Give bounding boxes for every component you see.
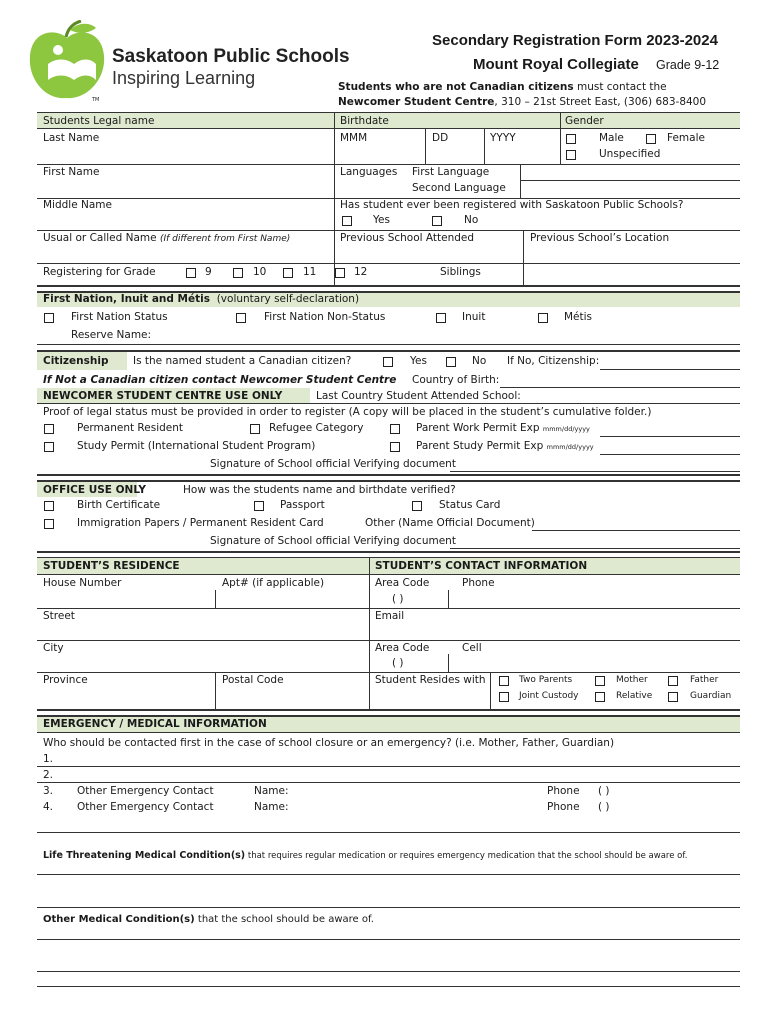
- nsc-only-label: NEWCOMER STUDENT CENTRE USE ONLY: [43, 390, 283, 402]
- citizen-yes-label: Yes: [410, 355, 427, 367]
- status-card-label: Status Card: [439, 499, 501, 511]
- parent-work-checkbox[interactable]: [390, 424, 400, 434]
- immigration-label: Immigration Papers / Permanent Resident Card: [77, 517, 324, 529]
- yyyy-label: YYYY: [490, 132, 516, 144]
- grade-9-label: 9: [205, 266, 212, 278]
- proof-note: Proof of legal status must be provided in order to register (A copy will be placed in the student’s cumulative folder.): [43, 406, 652, 418]
- citizen-no-checkbox[interactable]: [446, 357, 456, 367]
- date-divider: [425, 128, 426, 164]
- nsc-address: Newcomer Student Centre, 310 – 21st Street East, (306) 683-8400: [338, 96, 707, 108]
- father-label: Father: [690, 675, 719, 685]
- female-checkbox[interactable]: [646, 134, 656, 144]
- apt-divider: [215, 590, 216, 608]
- last-country-label: Last Country Student Attended School:: [316, 390, 521, 402]
- parent-study-date-field[interactable]: [600, 454, 740, 455]
- form-title: Secondary Registration Form 2023-2024: [432, 32, 718, 49]
- grade-9-checkbox[interactable]: [186, 268, 196, 278]
- other-contact-4-label: Other Emergency Contact: [77, 801, 214, 813]
- joint-custody-checkbox[interactable]: [499, 692, 509, 702]
- grade-11-label: 11: [303, 266, 317, 278]
- apple-logo-icon: [26, 20, 108, 102]
- birthdate-label: Birthdate: [340, 115, 389, 127]
- registered-yes-checkbox[interactable]: [342, 216, 352, 226]
- father-checkbox[interactable]: [668, 676, 678, 686]
- other-medical-label: Other Medical Condition(s) that the school should be aware of.: [43, 914, 374, 925]
- divider: [37, 971, 740, 972]
- date-divider: [484, 128, 485, 164]
- male-label: Male: [599, 132, 624, 144]
- phone-area-field[interactable]: ( ): [392, 593, 404, 605]
- citizen-yes-checkbox[interactable]: [383, 357, 393, 367]
- contact-4-name-label: Name:: [254, 801, 289, 813]
- registered-no-label: No: [464, 214, 479, 226]
- nsc-signature-field[interactable]: [450, 471, 740, 472]
- org-tagline: Inspiring Learning: [112, 68, 256, 88]
- joint-custody-label: Joint Custody: [519, 691, 579, 701]
- divider: [37, 344, 740, 345]
- residence-heading: STUDENT’S RESIDENCE: [43, 560, 180, 572]
- contact-1-number: 1.: [43, 753, 54, 765]
- column-divider: [369, 557, 370, 709]
- contact-2-field[interactable]: [37, 782, 740, 783]
- divider: [37, 230, 740, 231]
- phone-label: Phone: [462, 577, 495, 589]
- citizenship-label: Citizenship: [43, 355, 109, 367]
- grade-10-label: 10: [253, 266, 267, 278]
- dd-label: DD: [432, 132, 449, 144]
- gender-label: Gender: [565, 115, 604, 127]
- house-number-label: House Number: [43, 577, 122, 589]
- mother-checkbox[interactable]: [595, 676, 605, 686]
- unspecified-checkbox[interactable]: [566, 150, 576, 160]
- fnim-heading: First Nation, Inuit and Métis (voluntary self-declaration): [43, 293, 360, 305]
- divider: [37, 557, 740, 558]
- first-language-label: First Language: [412, 166, 490, 178]
- first-language-field[interactable]: [520, 180, 740, 181]
- languages-label: Languages: [340, 166, 398, 178]
- section-divider: [37, 480, 740, 482]
- first-nation-status-label: First Nation Status: [71, 311, 168, 323]
- contact-4-number: 4.: [43, 801, 54, 813]
- column-divider: [560, 112, 561, 164]
- resides-divider: [490, 672, 491, 709]
- city-label: City: [43, 642, 64, 654]
- if-no-citizenship-label: If No, Citizenship:: [507, 355, 600, 367]
- other-medical-field[interactable]: [37, 939, 740, 940]
- metis-label: Métis: [564, 311, 593, 323]
- email-label: Email: [375, 610, 405, 622]
- immigration-checkbox[interactable]: [44, 519, 54, 529]
- street-label: Street: [43, 610, 75, 622]
- refugee-label: Refugee Category: [269, 422, 364, 434]
- citizenship-field[interactable]: [600, 369, 740, 370]
- divider: [37, 832, 740, 833]
- emergency-heading: EMERGENCY / MEDICAL INFORMATION: [43, 718, 267, 730]
- first-nation-status-checkbox[interactable]: [44, 313, 54, 323]
- divider: [37, 164, 740, 165]
- mmm-label: MMM: [340, 132, 368, 144]
- citizen-question: Is the named student a Canadian citizen?: [133, 355, 352, 367]
- refugee-checkbox[interactable]: [250, 424, 260, 434]
- divider: [37, 403, 740, 404]
- two-parents-checkbox[interactable]: [499, 676, 509, 686]
- legal-name-label: Students Legal name: [43, 115, 155, 127]
- trademark: TM: [92, 97, 100, 103]
- divider: [37, 986, 740, 987]
- section-divider: [37, 709, 740, 711]
- area-code-2-label: Area Code: [375, 642, 430, 654]
- section-divider: [37, 350, 740, 352]
- grade-11-checkbox[interactable]: [283, 268, 293, 278]
- section-divider: [37, 474, 740, 476]
- divider: [37, 608, 740, 609]
- nsc-signature-label: Signature of School official Verifying document: [210, 458, 456, 470]
- other-document-field[interactable]: [532, 530, 740, 531]
- contact-4-phone-field[interactable]: ( ): [598, 801, 610, 813]
- two-parents-label: Two Parents: [519, 675, 573, 685]
- verify-question: How was the students name and birthdate verified?: [183, 484, 456, 496]
- contact-1-field[interactable]: [37, 766, 740, 767]
- section-divider: [37, 551, 740, 553]
- column-divider: [523, 230, 524, 285]
- area-code-label: Area Code: [375, 577, 430, 589]
- divider: [37, 574, 740, 575]
- contact-3-phone-label: Phone: [547, 785, 580, 797]
- middle-name-label: Middle Name: [43, 199, 112, 211]
- country-birth-field[interactable]: [500, 387, 740, 388]
- postal-divider: [215, 672, 216, 709]
- divider: [37, 640, 740, 641]
- relative-checkbox[interactable]: [595, 692, 605, 702]
- first-name-label: First Name: [43, 166, 100, 178]
- contact-3-number: 3.: [43, 785, 54, 797]
- office-signature-label: Signature of School official Verifying document: [210, 535, 456, 547]
- office-heading: OFFICE USE ONLY: [43, 484, 147, 496]
- grade-12-label: 12: [354, 266, 368, 278]
- inuit-checkbox[interactable]: [436, 313, 446, 323]
- resides-with-label: Student Resides with: [375, 674, 486, 686]
- unspecified-label: Unspecified: [599, 148, 661, 160]
- cell-label: Cell: [462, 642, 482, 654]
- inuit-label: Inuit: [462, 311, 486, 323]
- section-divider: [37, 285, 740, 287]
- language-divider: [520, 164, 521, 198]
- grade-10-checkbox[interactable]: [233, 268, 243, 278]
- cell-area-field[interactable]: ( ): [392, 657, 404, 669]
- status-card-checkbox[interactable]: [412, 501, 422, 511]
- relative-label: Relative: [616, 691, 653, 701]
- mother-label: Mother: [616, 675, 648, 685]
- prev-school-label: Previous School Attended: [340, 232, 475, 244]
- metis-checkbox[interactable]: [538, 313, 548, 323]
- grade-12-checkbox[interactable]: [335, 268, 345, 278]
- life-threatening-label: Life Threatening Medical Condition(s) that requires regular medication or requires emergency medication that the school should be aware of.: [43, 850, 688, 861]
- emergency-question: Who should be contacted first in the case of school closure or an emergency? (i.e. Mother, Father, Guardian): [43, 737, 615, 749]
- last-name-label: Last Name: [43, 132, 100, 144]
- siblings-label: Siblings: [440, 266, 481, 278]
- divider: [37, 263, 740, 264]
- if-not-citizen-note: If Not a Canadian citizen contact Newcomer Student Centre: [43, 374, 397, 386]
- contact-heading: STUDENT’S CONTACT INFORMATION: [375, 560, 588, 572]
- contact-3-phone-field[interactable]: ( ): [598, 785, 610, 797]
- divider: [37, 907, 740, 908]
- male-checkbox[interactable]: [566, 134, 576, 144]
- permanent-resident-checkbox[interactable]: [44, 424, 54, 434]
- passport-label: Passport: [280, 499, 325, 511]
- reserve-name-label: Reserve Name:: [71, 329, 152, 341]
- phone-divider: [448, 590, 449, 608]
- grade-range: Grade 9-12: [656, 58, 720, 72]
- divider: [37, 672, 740, 673]
- registering-grade-label: Registering for Grade: [43, 266, 156, 278]
- registered-question: Has student ever been registered with Saskatoon Public Schools?: [340, 199, 684, 211]
- parent-study-checkbox[interactable]: [390, 442, 400, 452]
- prev-location-label: Previous School’s Location: [530, 232, 670, 244]
- apt-label: Apt# (if applicable): [222, 577, 325, 589]
- second-language-label: Second Language: [412, 182, 506, 194]
- first-nation-non-status-checkbox[interactable]: [236, 313, 246, 323]
- registered-yes-label: Yes: [373, 214, 390, 226]
- contact-2-number: 2.: [43, 769, 54, 781]
- office-signature-field[interactable]: [450, 548, 740, 549]
- org-name: Saskatoon Public Schools: [112, 46, 350, 67]
- parent-work-date-field[interactable]: [600, 436, 740, 437]
- school-name: Mount Royal Collegiate: [473, 56, 639, 73]
- citizens-notice: Students who are not Canadian citizens must contact the: [338, 81, 667, 93]
- guardian-checkbox[interactable]: [668, 692, 678, 702]
- divider: [37, 732, 740, 733]
- usual-name-label: Usual or Called Name (If different from First Name): [43, 232, 291, 244]
- parent-work-label: Parent Work Permit Exp mmm/dd/yyyy: [416, 422, 590, 434]
- postal-code-label: Postal Code: [222, 674, 284, 686]
- permanent-resident-label: Permanent Resident: [77, 422, 184, 434]
- guardian-label: Guardian: [690, 691, 732, 701]
- registered-no-checkbox[interactable]: [432, 216, 442, 226]
- study-permit-label: Study Permit (International Student Program): [77, 440, 316, 452]
- cell-divider: [448, 654, 449, 672]
- study-permit-checkbox[interactable]: [44, 442, 54, 452]
- birth-cert-checkbox[interactable]: [44, 501, 54, 511]
- other-contact-3-label: Other Emergency Contact: [77, 785, 214, 797]
- country-birth-label: Country of Birth:: [412, 374, 500, 386]
- female-label: Female: [667, 132, 705, 144]
- citizen-no-label: No: [472, 355, 487, 367]
- passport-checkbox[interactable]: [254, 501, 264, 511]
- contact-4-phone-label: Phone: [547, 801, 580, 813]
- contact-3-name-label: Name:: [254, 785, 289, 797]
- life-threatening-field[interactable]: [37, 874, 740, 875]
- section-divider: [37, 715, 740, 717]
- province-label: Province: [43, 674, 88, 686]
- parent-study-label: Parent Study Permit Exp mmm/dd/yyyy: [416, 440, 594, 452]
- divider: [37, 128, 740, 129]
- divider: [37, 112, 740, 113]
- birth-cert-label: Birth Certificate: [77, 499, 161, 511]
- other-document-label: Other (Name Official Document): [365, 517, 535, 529]
- first-nation-non-status-label: First Nation Non-Status: [264, 311, 386, 323]
